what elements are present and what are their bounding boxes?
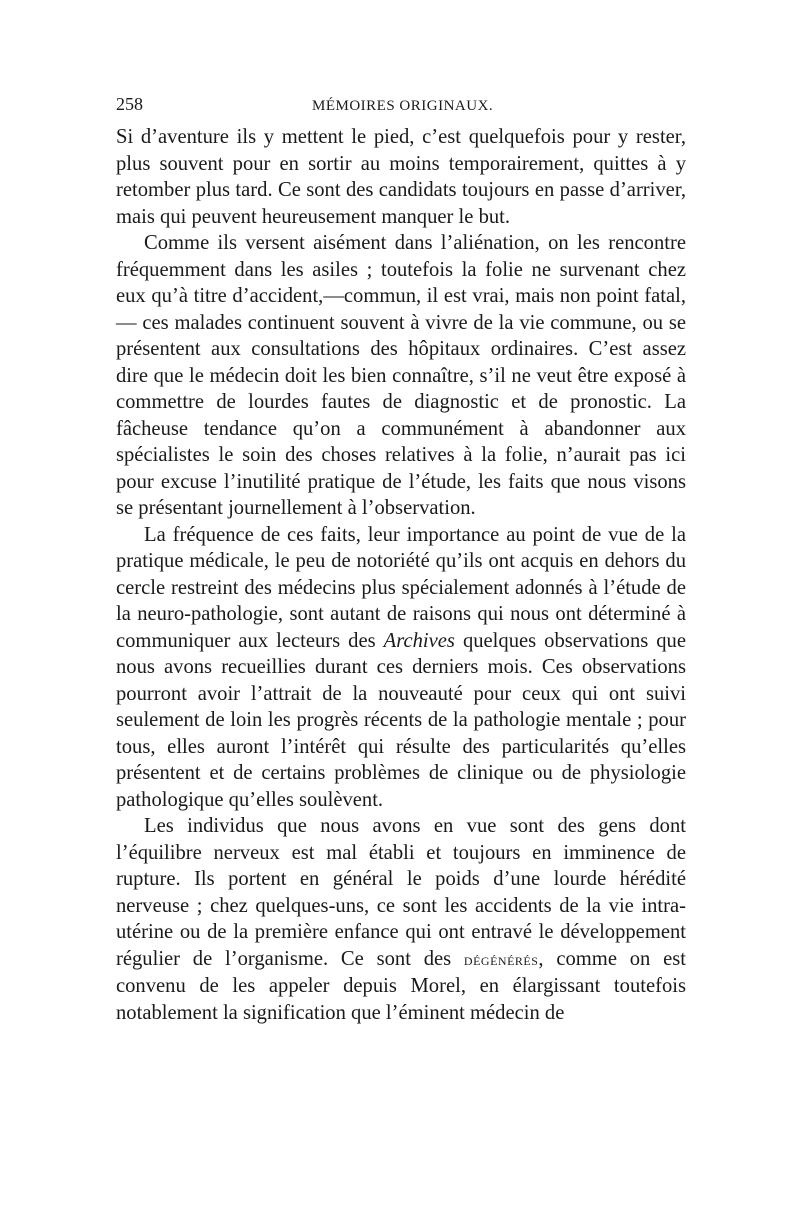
running-title: MÉMOIRES ORIGINAUX. xyxy=(312,98,494,114)
paragraph-3-text-after: quelques observations que nous avons recueillies durant ces derniers mois. Ces observations pourront avoir l’attrait de la nouveauté pour ceux qui ont suivi seulement de loin les progrès récents de la pathologie mentale ; pour tous, elles auront l’intérêt qui résulte des particularités qu’elles présentent et de certains problèmes de clinique ou de physiologie pathologique qu’elles soulèvent. xyxy=(116,629,686,811)
journal-title-archives: Archives xyxy=(383,629,455,652)
paragraph-4-text-before: Les individus que nous avons en vue sont des gens dont l’équilibre nerveux est mal établi et toujours en imminence de rupture. Ils portent en général le poids d’une lourde hérédité nerveuse ; chez quelques-uns, ce sont les accidents de la vie intra-utérine ou de la première enfance qui ont entravé le développement régulier de l’organisme. Ce sont des xyxy=(116,815,686,970)
page-number: 258 xyxy=(116,94,143,114)
paragraph-3 xyxy=(116,522,686,814)
paragraph-3-text-before: La fréquence de ces faits, leur importance au point de vue de la pratique médicale, le peu de notoriété qu’ils ont acquis en dehors du cercle restreint des médecins plus spécialement adonnés à l’étude de la neuro-pathologie, sont autant de raisons qui nous ont déterminé à communiquer aux lecteurs des xyxy=(116,523,686,652)
document-page xyxy=(116,94,686,1026)
term-degeneres: dégénérés xyxy=(463,949,539,969)
running-head xyxy=(116,94,686,124)
paragraph-4 xyxy=(116,813,686,1026)
paragraph-2: Comme ils versent aisément dans l’aliénation, on les rencontre fréquemment dans les asiles ; toutefois la folie ne survenant chez eux qu’à titre d’accident,—commun, il est vrai, mais non point fatal, — ces malades continuent souvent à vivre de la vie commune, ou se présentent aux consultations des hôpitaux ordinaires. C’est assez dire que le médecin doit les bien connaître, s’il ne veut être exposé à commettre de lourdes fautes de diagnostic et de pronostic. La fâcheuse tendance qu’on a communément à abandonner aux spécialistes le soin des choses relatives à la folie, n’aurait pas ici pour excuse l’inutilité pratique de l’étude, les faits que nous visons se présentant journellement à l’observation. xyxy=(116,232,686,519)
paragraph-1: Si d’aventure ils y mettent le pied, c’est quelquefois pour y rester, plus souvent pour en sortir au moins temporairement, quittes à y retomber plus tard. Ce sont des candidats toujours en passe d’arriver, mais qui peuvent heureusement manquer le but. xyxy=(116,126,686,228)
body-text xyxy=(116,124,686,1026)
paragraph-4-text-after: , comme on est convenu de les appeler depuis Morel, en élargissant toutefois notablement la signification que l’éminent médecin de xyxy=(116,947,686,1024)
